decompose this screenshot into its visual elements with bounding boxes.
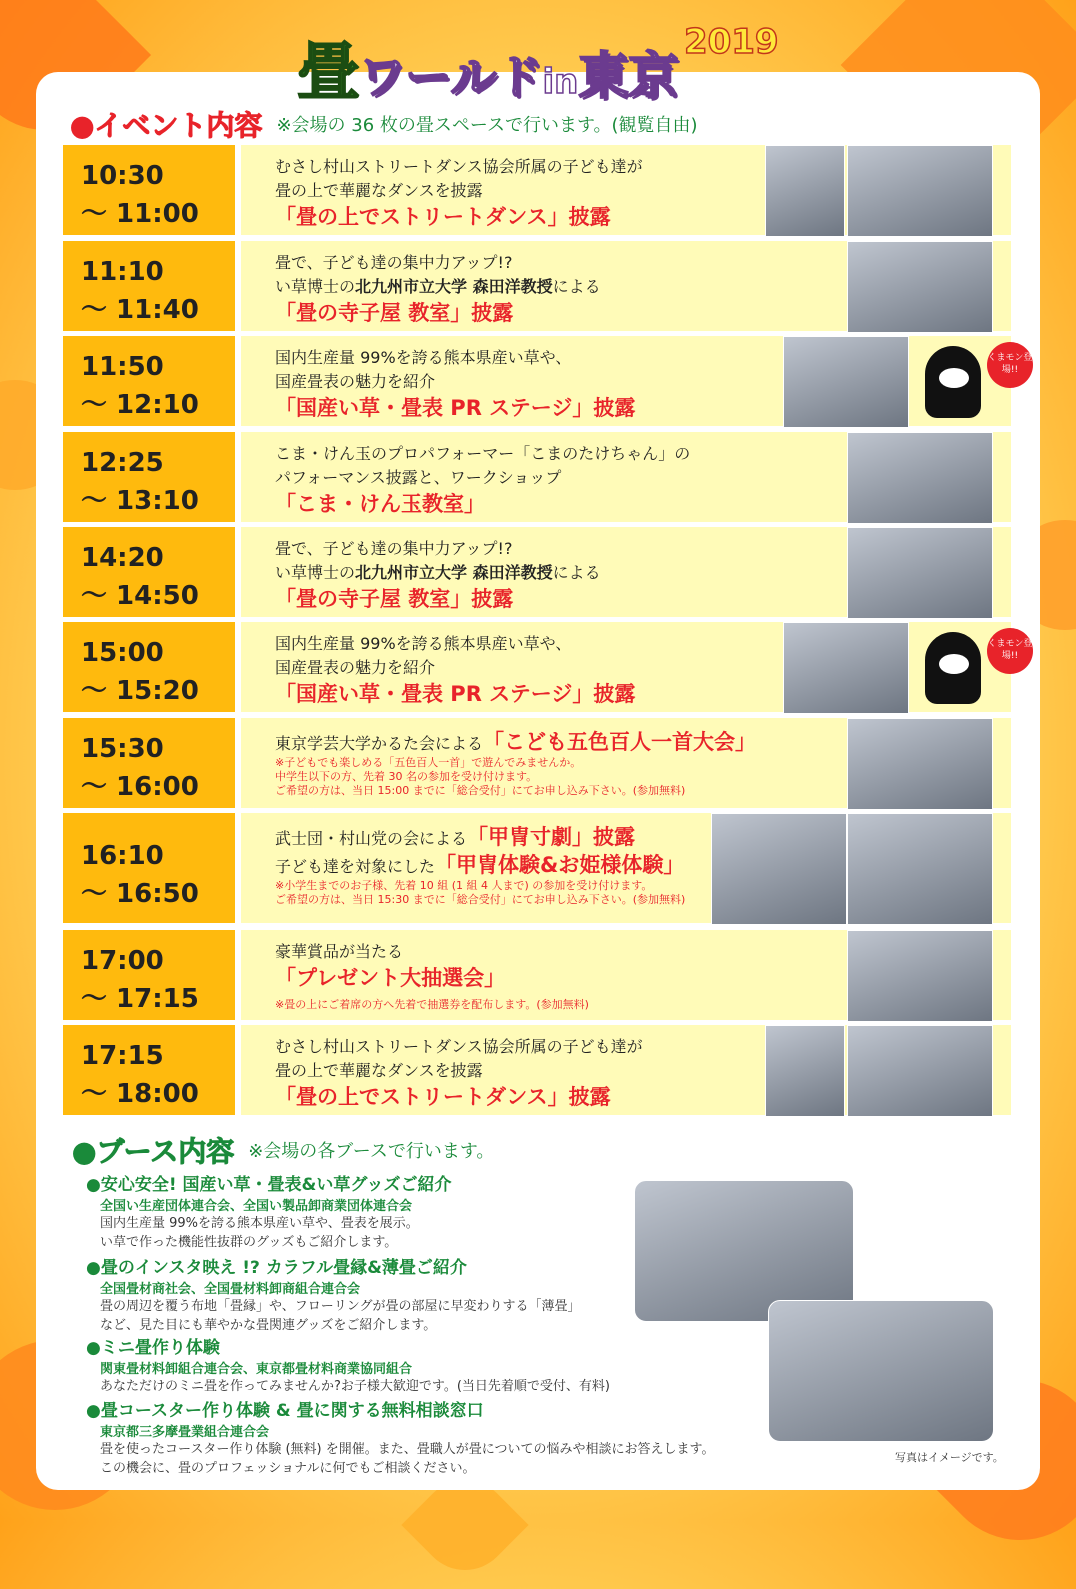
event-end: ～ 14:50 [81,581,199,611]
events-note: ※会場の 36 枚の畳スペースで行います。(観覧自由) [276,115,698,136]
event-note: ご希望の方は、当日 15:30 までに「総合受付」にてお申し込み下さい。(参加無料) [275,893,686,906]
booth-section-header [72,1130,494,1170]
event-highlight: 「畳の寺子屋 教室」披露 [275,587,514,611]
event-photo [783,622,909,714]
event-note: ※子どもでも楽しめる「五色百人一首」で遊んでみませんか。 [275,756,582,769]
event-photo [847,813,993,925]
event-body [241,336,1033,426]
event-row [63,241,1011,331]
event-highlight: 「プレゼント大抽選会」 [275,966,506,990]
event-time [63,432,235,522]
booth-desc: など、見た目にも華やかな畳関連グッズをご紹介します。 [100,1318,437,1333]
kumamon-illustration [925,346,981,418]
event-body [241,622,1033,712]
events-section-header [70,104,698,144]
event-note: 中学生以下の方、先着 30 名の参加を受け付けます。 [275,770,538,783]
event-photo [765,145,845,237]
event-desc: い草博士の [275,563,356,582]
event-body [241,718,1011,808]
events-heading: ●イベント内容 [70,109,263,142]
event-row [63,145,1011,235]
event-start: 15:30 [81,734,164,764]
event-row [63,622,1033,712]
booth-title: ●畳のインスタ映え !? カラフル畳縁&薄畳ご紹介 [86,1258,467,1278]
event-time [63,1025,235,1115]
event-desc: 豪華賞品が当たる [275,942,404,961]
event-highlight: 「畳の寺子屋 教室」披露 [275,301,514,325]
event-start: 16:10 [81,841,164,871]
event-body [241,1025,1011,1115]
event-start: 14:20 [81,543,164,573]
event-desc: パフォーマンス披露と、ワークショップ [275,468,562,487]
event-body [241,930,1011,1020]
title-in: in [542,62,579,102]
kumamon-illustration [925,632,981,704]
event-photo [847,241,993,333]
page-title [0,22,1076,111]
event-body [241,527,1011,617]
event-time [63,527,235,617]
event-presenter: 北九州市立大学 森田洋教授 [355,277,553,296]
booth-org: 全国い生産団体連合会、全国い製品卸商業団体連合会 [100,1199,413,1214]
event-row [63,718,1011,808]
event-time [63,145,235,235]
event-time [63,718,235,808]
title-tatami: 畳 [297,35,360,108]
booth-item [86,1333,610,1396]
event-time [63,622,235,712]
booth-photo [768,1300,994,1442]
event-start: 11:10 [81,257,164,287]
booth-desc: い草で作った機能性抜群のグッズもご紹介します。 [100,1235,398,1250]
event-time [63,813,235,923]
event-end: ～ 17:15 [81,984,199,1014]
event-body [241,145,1011,235]
event-start: 17:15 [81,1041,164,1071]
event-desc: 国産畳表の魅力を紹介 [275,372,436,391]
kumamon-bubble: くまモン登場!! [987,628,1033,674]
booth-desc: あなただけのミニ畳を作ってみませんか?お子様大歓迎です。(当日先着順で受付、有料) [100,1379,611,1394]
event-desc: 畳の上で華麗なダンスを披露 [275,1061,483,1080]
event-highlight: 「国産い草・畳表 PR ステージ」披露 [275,396,636,420]
event-end: ～ 16:00 [81,772,199,802]
event-start: 10:30 [81,161,164,191]
event-row [63,527,1011,617]
event-row [63,432,1011,522]
event-highlight: 「国産い草・畳表 PR ステージ」披露 [275,682,636,706]
event-desc: い草博士の [275,277,356,296]
booth-title: ●安心安全! 国産い草・畳表&い草グッズご紹介 [86,1175,452,1195]
event-photo [783,336,909,428]
event-photo [847,930,993,1022]
event-desc: による [552,277,601,296]
event-time [63,241,235,331]
booth-title: ●畳コースター作り体験 & 畳に関する無料相談窓口 [86,1401,484,1421]
event-highlight: 「こま・けん玉教室」 [275,492,485,516]
event-row [63,336,1033,426]
event-highlight: 「畳の上でストリートダンス」披露 [275,1085,611,1109]
event-photo [847,718,993,810]
event-desc: 畳の上で華麗なダンスを披露 [275,181,483,200]
event-end: ～ 12:10 [81,390,199,420]
event-highlight: 「甲冑寸劇」披露 [467,825,636,849]
event-photo [765,1025,845,1117]
event-note: ※畳の上にご着席の方へ先着で抽選券を配布します。(参加無料) [275,998,589,1011]
event-desc: による [552,563,601,582]
booth-title: ●ミニ畳作り体験 [86,1338,220,1358]
event-note: ※小学生までのお子様、先着 10 組 (1 組 4 人まで) の参加を受け付けます。 [275,879,653,892]
event-photo [847,145,993,237]
event-highlight: 「甲冑体験&お姫様体験」 [435,853,685,877]
kumamon-bubble: くまモン登場!! [987,342,1033,388]
title-tokyo: 東京 [578,47,679,105]
booth-desc: 畳を使ったコースター作り体験 (無料) を開催。また、畳職人が畳についての悩みや相談にお答えします。 [100,1442,715,1457]
booth-item [86,1253,580,1335]
event-body [241,432,1011,522]
event-desc: 国内生産量 99%を誇る熊本県産い草や、 [275,348,572,367]
booth-desc: 国内生産量 99%を誇る熊本県産い草や、畳表を展示。 [100,1216,419,1231]
event-time [63,930,235,1020]
event-row [63,1025,1011,1115]
event-start: 12:25 [81,448,164,478]
event-photo [847,527,993,619]
event-end: ～ 16:50 [81,879,199,909]
booth-org: 関東畳材料卸組合連合会、東京都畳材料商業協同組合 [100,1362,413,1377]
booth-item [86,1396,714,1478]
event-desc: むさし村山ストリートダンス協会所属の子ども達が [275,157,643,176]
event-end: ～ 18:00 [81,1079,199,1109]
event-photo [847,1025,993,1117]
booth-desc: この機会に、畳のプロフェッショナルに何でもご相談ください。 [100,1461,476,1476]
event-row [63,813,1011,923]
event-row [63,930,1011,1020]
booth-note: ※会場の各ブースで行います。 [248,1141,495,1162]
event-start: 17:00 [81,946,164,976]
event-desc: 畳で、子ども達の集中力アップ!? [275,253,513,272]
event-desc: むさし村山ストリートダンス協会所属の子ども達が [275,1037,643,1056]
event-photo [711,813,847,925]
event-end: ～ 11:40 [81,295,199,325]
event-end: ～ 15:20 [81,676,199,706]
event-body [241,813,1011,923]
event-time [63,336,235,426]
event-desc: こま・けん玉のプロパフォーマー「こまのたけちゃん」の [275,444,691,463]
booth-org: 東京都三多摩畳業組合連合会 [100,1425,270,1440]
event-start: 11:50 [81,352,164,382]
event-photo [847,432,993,524]
event-highlight: 「畳の上でストリートダンス」披露 [275,205,611,229]
booth-org: 全国畳材商社会、全国畳材料卸商組合連合会 [100,1282,361,1297]
booth-desc: 畳の周辺を覆う布地「畳縁」や、フローリングが畳の部屋に早変わりする「薄畳」 [100,1299,581,1314]
event-desc: 子ども達を対象にした [275,857,436,876]
event-end: ～ 11:00 [81,199,199,229]
title-world: ワールド [359,50,543,104]
booth-heading: ●ブース内容 [72,1135,235,1168]
event-highlight: 「こども五色百人一首大会」 [483,730,757,754]
photo-caption: 写真はイメージです。 [895,1451,1004,1464]
event-presenter: 北九州市立大学 森田洋教授 [355,563,553,582]
event-desc: 東京学芸大学かるた会による [275,734,484,753]
event-note: ご希望の方は、当日 15:00 までに「総合受付」にてお申し込み下さい。(参加無料) [275,784,686,797]
booth-item [86,1170,451,1252]
title-year: 2019 [683,22,779,62]
event-desc: 国内生産量 99%を誇る熊本県産い草や、 [275,634,572,653]
event-desc: 畳で、子ども達の集中力アップ!? [275,539,513,558]
event-desc: 武士団・村山党の会による [275,829,468,848]
event-desc: 国産畳表の魅力を紹介 [275,658,436,677]
event-body [241,241,1011,331]
event-end: ～ 13:10 [81,486,199,516]
event-start: 15:00 [81,638,164,668]
